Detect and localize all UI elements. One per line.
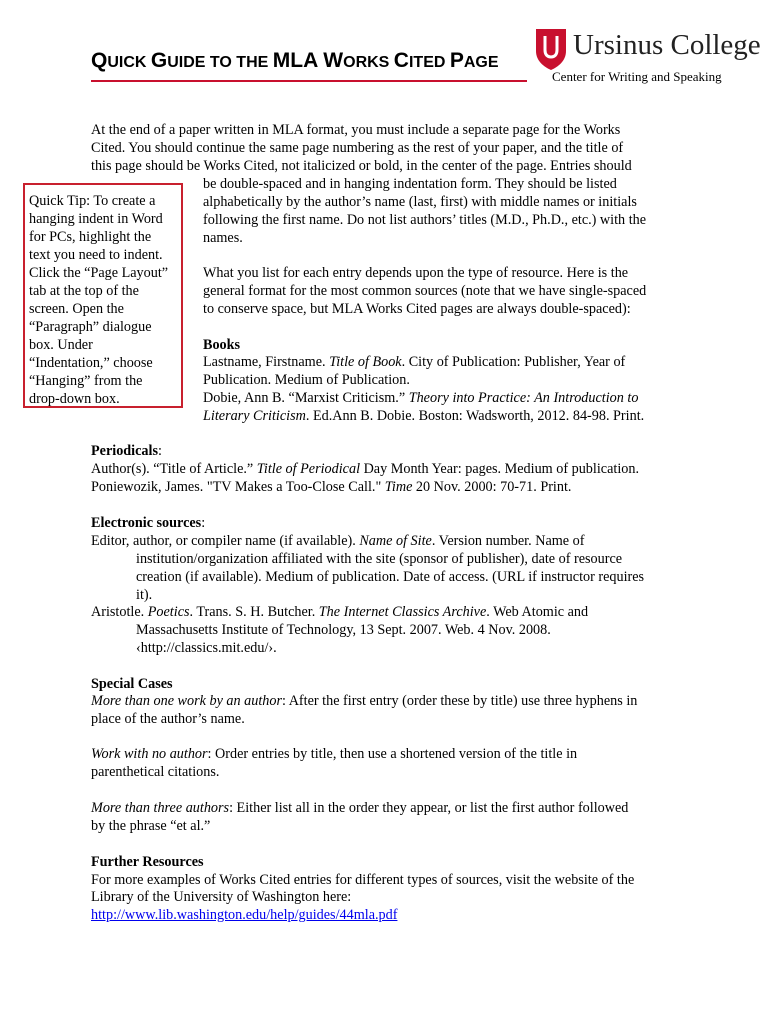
tip-line: text you need to indent. xyxy=(29,247,163,263)
uw-mla-guide-link[interactable]: http://www.lib.washington.edu/help/guides/44mla.pdf xyxy=(91,907,398,923)
special-cases-heading: Special Cases xyxy=(91,676,173,692)
further-resources-heading: Further Resources xyxy=(91,854,204,870)
tip-line: “Indentation,” choose xyxy=(29,355,153,371)
tip-line: screen. Open the xyxy=(29,301,124,317)
title-underline xyxy=(91,80,527,82)
quick-tip-box xyxy=(23,183,183,408)
tip-line: hanging indent in Word xyxy=(29,211,163,227)
center-name: Center for Writing and Speaking xyxy=(552,69,722,84)
tip-line: “Paragraph” dialogue xyxy=(29,319,152,335)
tip-line: Quick Tip: To create a xyxy=(29,193,156,209)
tip-line: “Hanging” from the xyxy=(29,373,143,389)
tip-line: Click the “Page Layout” xyxy=(29,265,169,281)
periodicals-heading: Periodicals xyxy=(91,443,158,459)
college-name: Ursinus College xyxy=(573,29,761,61)
electronic-heading: Electronic sources xyxy=(91,515,202,531)
tip-line: tab at the top of the xyxy=(29,283,139,299)
tip-line: drop-down box. xyxy=(29,391,120,407)
page-title: QUICK GUIDE TO THE MLA WORKS CITED PAGE xyxy=(91,49,499,72)
tip-line: for PCs, highlight the xyxy=(29,229,152,245)
books-heading: Books xyxy=(203,337,241,353)
tip-line: box. Under xyxy=(29,337,93,353)
